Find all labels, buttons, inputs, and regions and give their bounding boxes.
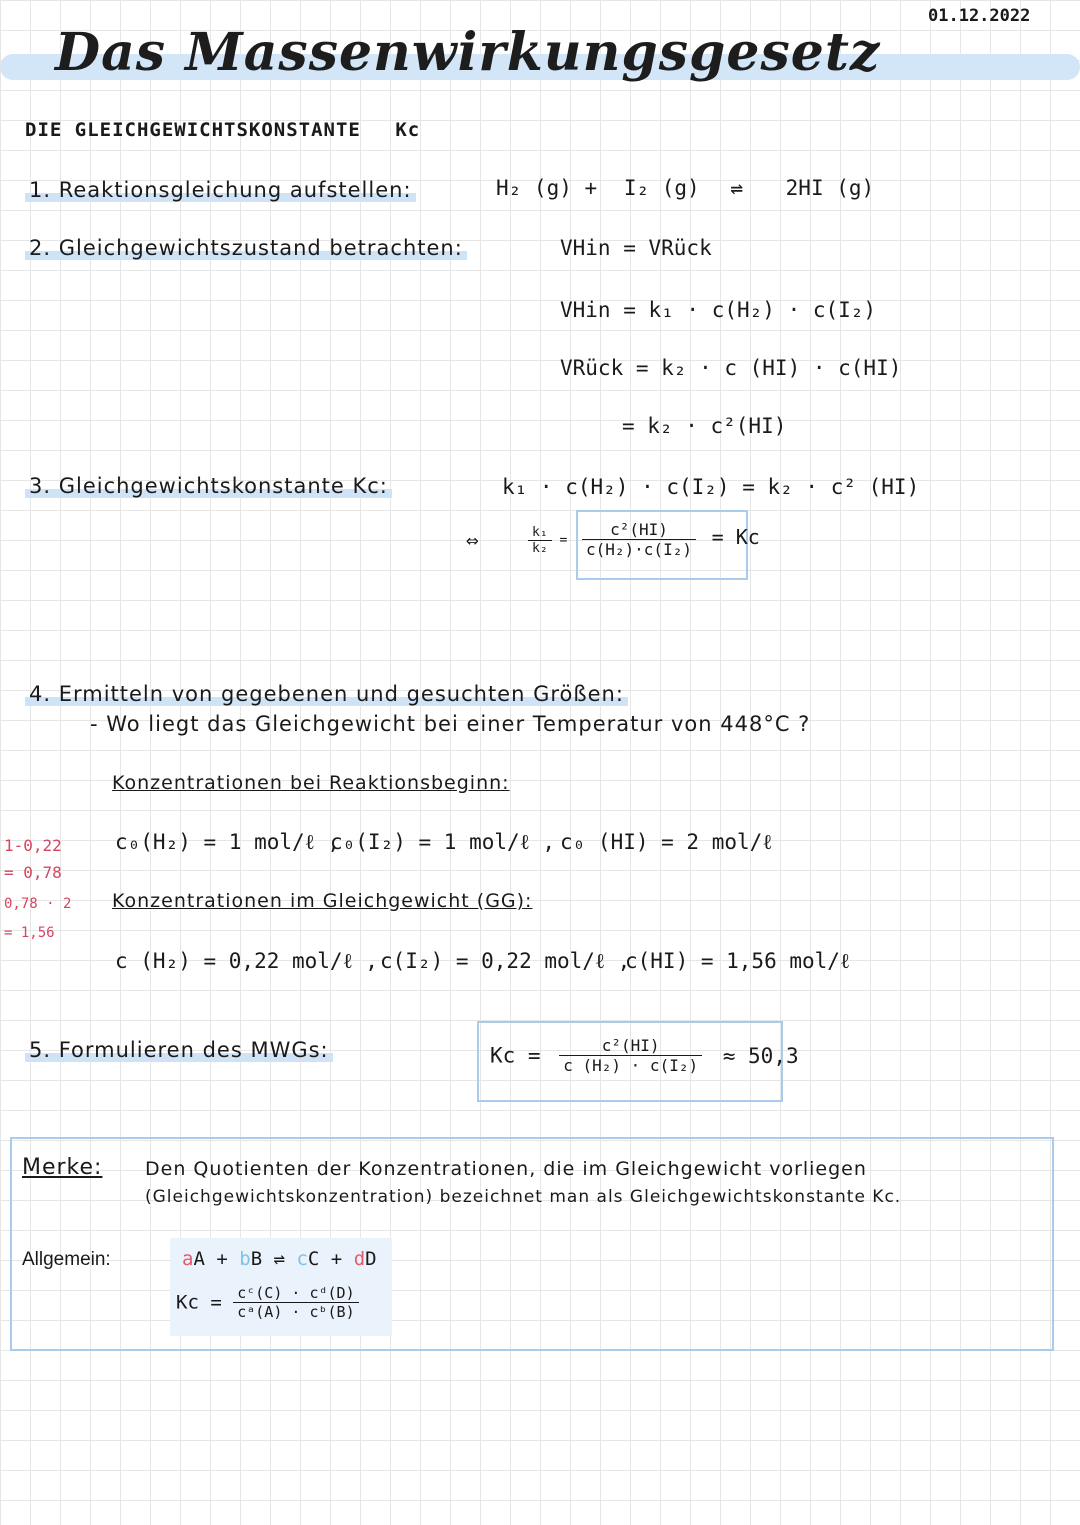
coef-a: a	[182, 1248, 194, 1270]
kc-derivation-numerator: c²(HI)	[582, 520, 696, 540]
step4-label	[25, 682, 628, 706]
product-hi: 2HI (g)	[785, 176, 875, 200]
merke-line1: Den Quotienten der Konzentrationen, die im Gleichgewicht vorliegen	[145, 1158, 867, 1180]
kc-result-denominator: c (H₂) · c(I₂)	[563, 1056, 699, 1075]
coef-d: d	[353, 1248, 366, 1270]
c0-i2: c₀(I₂) = 1 mol/ℓ ,	[330, 830, 555, 854]
k1: k₁	[528, 525, 552, 541]
general-kc-numerator: cᶜ(C) · cᵈ(D)	[233, 1284, 358, 1303]
reactant-i2: I₂ (g)	[623, 176, 700, 200]
general-reaction	[182, 1248, 377, 1270]
kc-result	[490, 1036, 799, 1075]
step1-equation	[496, 176, 874, 200]
kc-result-numerator: c²(HI)	[559, 1036, 702, 1056]
equivalence-arrow: ⇔	[466, 528, 479, 552]
c-i2: c(I₂) = 0,22 mol/ℓ ,	[380, 949, 631, 973]
eq-conc-heading	[112, 890, 532, 912]
step5-label	[25, 1038, 333, 1062]
plus-sign: +	[584, 176, 598, 200]
eq-conc-heading-text: Konzentrationen im Gleichgewicht (GG):	[112, 890, 533, 912]
side-note-1: 1-0,22	[4, 836, 62, 855]
kc-result-value: ≈ 50,3	[722, 1043, 799, 1068]
step4-question: - Wo liegt das Gleichgewicht bei einer Temperatur von 448°C ?	[90, 712, 811, 736]
step3-label-text: 3. Gleichgewichtskonstante Kc:	[25, 474, 392, 498]
equilibrium-arrow: ⇌	[730, 176, 743, 200]
kc-derivation-denominator: c(H₂)·c(I₂)	[586, 540, 692, 559]
k-equals: =	[559, 533, 568, 548]
kc-derivation-result: = Kc	[711, 525, 760, 549]
step2-eq3: VRück = k₂ · c (HI) · c(HI)	[560, 356, 902, 380]
step3-eq1: k₁ · c(H₂) · c(I₂) = k₂ · c² (HI)	[502, 475, 920, 499]
k2: k₂	[532, 541, 548, 556]
step2-label	[25, 236, 467, 260]
side-note-4: = 1,56	[4, 925, 55, 941]
subtitle	[25, 119, 420, 141]
coef-b: b	[239, 1248, 251, 1270]
start-conc-heading-text: Konzentrationen bei Reaktionsbeginn:	[112, 772, 510, 794]
step1-label-text: 1. Reaktionsgleichung aufstellen:	[25, 178, 416, 202]
general-kc	[176, 1284, 359, 1321]
side-note-2: = 0,78	[4, 863, 62, 882]
general-kc-lhs: Kc =	[176, 1291, 222, 1314]
side-note-3: 0,78 · 2	[4, 896, 72, 912]
page-title: Das Massenwirkungsgesetz	[55, 22, 881, 83]
merke-line2: (Gleichgewichtskonzentration) bezeichnet man als Gleichgewichtskonstante Kc.	[145, 1187, 902, 1207]
step2-eq4: = k₂ · c²(HI)	[622, 414, 787, 438]
kc-result-lhs: Kc =	[490, 1043, 541, 1068]
coef-c: c	[296, 1248, 308, 1270]
c-hi: c(HI) = 1,56 mol/ℓ	[625, 949, 850, 973]
species-c: C +	[307, 1248, 343, 1270]
reactant-h2: H₂ (g)	[496, 176, 572, 200]
step4-label-text: 4. Ermitteln von gegebenen und gesuchten Größen:	[25, 682, 628, 706]
step3-label	[25, 474, 392, 498]
step5-label-text: 5. Formulieren des MWGs:	[25, 1038, 333, 1062]
species-b: B ⇌	[250, 1248, 286, 1270]
kc-derivation	[582, 520, 760, 559]
start-conc-heading	[112, 772, 510, 794]
step2-label-text: 2. Gleichgewichtszustand betrachten:	[25, 236, 467, 260]
c-h2: c (H₂) = 0,22 mol/ℓ ,	[115, 949, 378, 973]
step1-label	[25, 178, 416, 202]
general-label: Allgemein:	[22, 1249, 111, 1270]
c0-hi: c₀ (HI) = 2 mol/ℓ	[560, 830, 773, 854]
subtitle-symbol: Kc	[395, 119, 421, 141]
merke-label: Merke:	[22, 1155, 103, 1180]
step2-eq1: VHin = VRück	[560, 236, 712, 260]
date: 01.12.2022	[928, 6, 1031, 26]
subtitle-text: DIE GLEICHGEWICHTSKONSTANTE	[25, 119, 361, 141]
species-a: A +	[193, 1248, 228, 1270]
step2-eq2: VHin = k₁ · c(H₂) · c(I₂)	[560, 298, 877, 322]
general-kc-denominator: cᵃ(A) · cᵇ(B)	[237, 1303, 355, 1321]
c0-h2: c₀(H₂) = 1 mol/ℓ ,	[115, 830, 340, 854]
k-ratio	[528, 525, 567, 556]
species-d: D	[365, 1248, 377, 1270]
